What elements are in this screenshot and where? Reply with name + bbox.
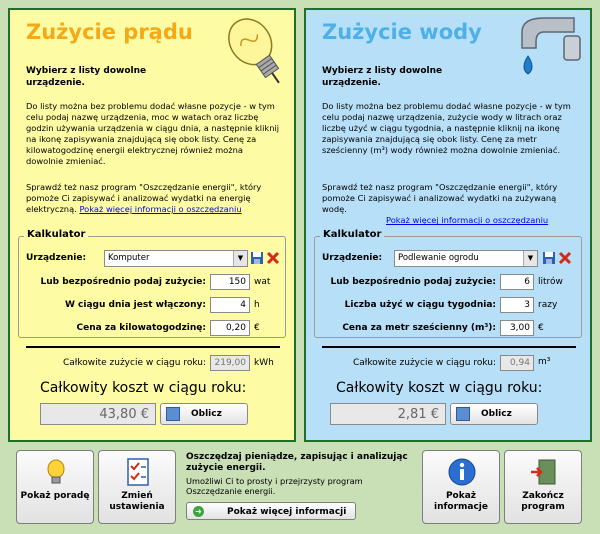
- power-description: Do listy można bez problemu dodać własne pozycje - w tym celu podaj nazwę urządzenia, moc w watach oraz liczbę godzin używania urządzenia w ciągu dnia, a następnie kliknij na ikonę zapisywania znajdującą się obok listy. Cenę za kilowatogodzinę energii elektrycznej również można dowolnie zmieniać.: [26, 101, 280, 167]
- info-icon: [447, 457, 477, 487]
- water-description-2: [322, 182, 578, 226]
- power-annual-label: Całkowite zużycie w ciągu roku:: [62, 358, 206, 368]
- power-hours-unit: h: [254, 300, 260, 310]
- power-consumption-input[interactable]: 150: [210, 274, 250, 290]
- show-more-info-label: Pokaż więcej informacji: [227, 507, 347, 517]
- arrow-right-icon: ➜: [193, 506, 204, 517]
- water-title: Zużycie wody: [322, 20, 482, 44]
- show-tip-button[interactable]: [16, 450, 94, 524]
- change-settings-label: Zmień ustawienia: [109, 491, 165, 512]
- delete-icon[interactable]: [558, 251, 572, 265]
- power-subtitle: Wybierz z listy dowolne urządzenie.: [26, 66, 147, 88]
- power-device-label: Urządzenie:: [26, 253, 87, 263]
- light-bulb-icon: [216, 10, 294, 92]
- power-calculate-label: Oblicz: [191, 409, 222, 419]
- water-more-link[interactable]: Pokaż więcej informacji o oszczędzaniu: [386, 215, 549, 226]
- water-device-label: Urządzenie:: [322, 253, 383, 263]
- water-price-unit: €: [538, 323, 544, 333]
- power-price-unit: €: [254, 323, 260, 333]
- water-annual-label: Całkowite zużycie w ciągu roku:: [352, 358, 496, 368]
- power-annual-value: 219,00: [210, 355, 250, 371]
- water-annual-value: 0,94: [500, 355, 534, 371]
- water-calculate-label: Oblicz: [481, 409, 512, 419]
- chevron-down-icon[interactable]: ▼: [523, 251, 537, 266]
- water-calculate-button[interactable]: [450, 403, 538, 425]
- water-description-2-text: Sprawdź też nasz program "Oszczędzanie energii", który pomoże Ci zapisywać i analizować wydatki na zużywaną wodę.: [322, 182, 558, 215]
- power-annual-unit: kWh: [254, 358, 274, 368]
- power-panel: [8, 8, 296, 442]
- power-more-link[interactable]: Pokaż więcej informacji o oszczędzaniu: [79, 204, 242, 215]
- water-cost-value: 2,81 €: [330, 403, 446, 425]
- save-icon[interactable]: [250, 251, 264, 265]
- power-price-label: Cena za kilowatogodzinę:: [76, 323, 206, 333]
- light-bulb-icon: [41, 457, 71, 487]
- checklist-icon: [123, 457, 153, 487]
- water-price-label: Cena za metr sześcienny (m³):: [342, 323, 496, 333]
- water-annual-unit: m³: [538, 357, 551, 367]
- promo-subtext: Umożliwi Ci to prosty i przejrzysty program Oszczędzanie energii.: [186, 476, 363, 496]
- water-subtitle: Wybierz z listy dowolne urządzenie.: [322, 66, 443, 88]
- divider: [26, 346, 280, 348]
- delete-icon[interactable]: [266, 251, 280, 265]
- water-consumption-label: Lub bezpośrednio podaj zużycie:: [330, 277, 496, 287]
- water-description: Do listy można bez problemu dodać własne pozycje - w tym celu podaj nazwę urządzenia, zużycie wody w litrach oraz liczbę użyć w ciągu tygodnia, a następnie kliknij na ikonę zapisywania znajdującą się obok listy. Cenę za metr sześcienny (m³) wody również można dowolnie zmieniać.: [322, 101, 571, 156]
- power-hours-label: W ciągu dnia jest włączony:: [64, 300, 206, 310]
- power-hours-input[interactable]: 4: [210, 297, 250, 313]
- water-consumption-unit: litrów: [538, 277, 563, 287]
- promo-headline: Oszczędzaj pieniądze, zapisując i analizując zużycie energii.: [186, 452, 408, 473]
- power-description-2-text: Sprawdź też nasz program "Oszczędzanie energii", który pomoże Ci zapisywać i analizować wydatki na energię elektryczną.: [26, 182, 262, 215]
- power-title: Zużycie prądu: [26, 20, 193, 44]
- water-device-value: Podlewanie ogrodu: [398, 253, 479, 263]
- power-cost-value: 43,80 €: [40, 403, 156, 425]
- exit-door-icon: [529, 457, 559, 487]
- calculator-icon: [456, 407, 470, 421]
- power-calculate-button[interactable]: [160, 403, 248, 425]
- water-tap-icon: [502, 12, 588, 94]
- show-info-label: Pokaż informacje: [433, 491, 488, 512]
- chevron-down-icon[interactable]: ▼: [233, 251, 247, 266]
- water-uses-input[interactable]: 3: [500, 297, 534, 313]
- water-device-select[interactable]: [394, 250, 538, 267]
- water-cost-label: Całkowity koszt w ciągu roku:: [336, 380, 543, 396]
- water-uses-unit: razy: [538, 300, 558, 310]
- power-device-value: Komputer: [108, 253, 150, 263]
- power-description-2: [26, 182, 282, 215]
- show-tip-label: Pokaż poradę: [20, 491, 90, 501]
- power-cost-label: Całkowity koszt w ciągu roku:: [40, 380, 247, 396]
- power-consumption-label: Lub bezpośrednio podaj zużycie:: [40, 277, 206, 287]
- promo-text: [186, 452, 416, 496]
- exit-program-label: Zakończ program: [521, 491, 565, 512]
- water-panel: [304, 8, 592, 442]
- water-consumption-input[interactable]: 6: [500, 274, 534, 290]
- change-settings-button[interactable]: [98, 450, 176, 524]
- water-calculator-title: Kalkulator: [320, 229, 384, 240]
- calculator-icon: [166, 407, 180, 421]
- divider: [322, 346, 576, 348]
- power-price-input[interactable]: 0,20: [210, 320, 250, 336]
- water-uses-label: Liczba użyć w ciągu tygodnia:: [344, 300, 496, 310]
- power-calculator-title: Kalkulator: [24, 229, 88, 240]
- exit-program-button[interactable]: [504, 450, 582, 524]
- show-more-info-button[interactable]: [186, 502, 356, 520]
- power-device-select[interactable]: [104, 250, 248, 267]
- show-info-button[interactable]: [422, 450, 500, 524]
- water-price-input[interactable]: 3,00: [500, 320, 534, 336]
- save-icon[interactable]: [542, 251, 556, 265]
- power-consumption-unit: wat: [254, 277, 271, 287]
